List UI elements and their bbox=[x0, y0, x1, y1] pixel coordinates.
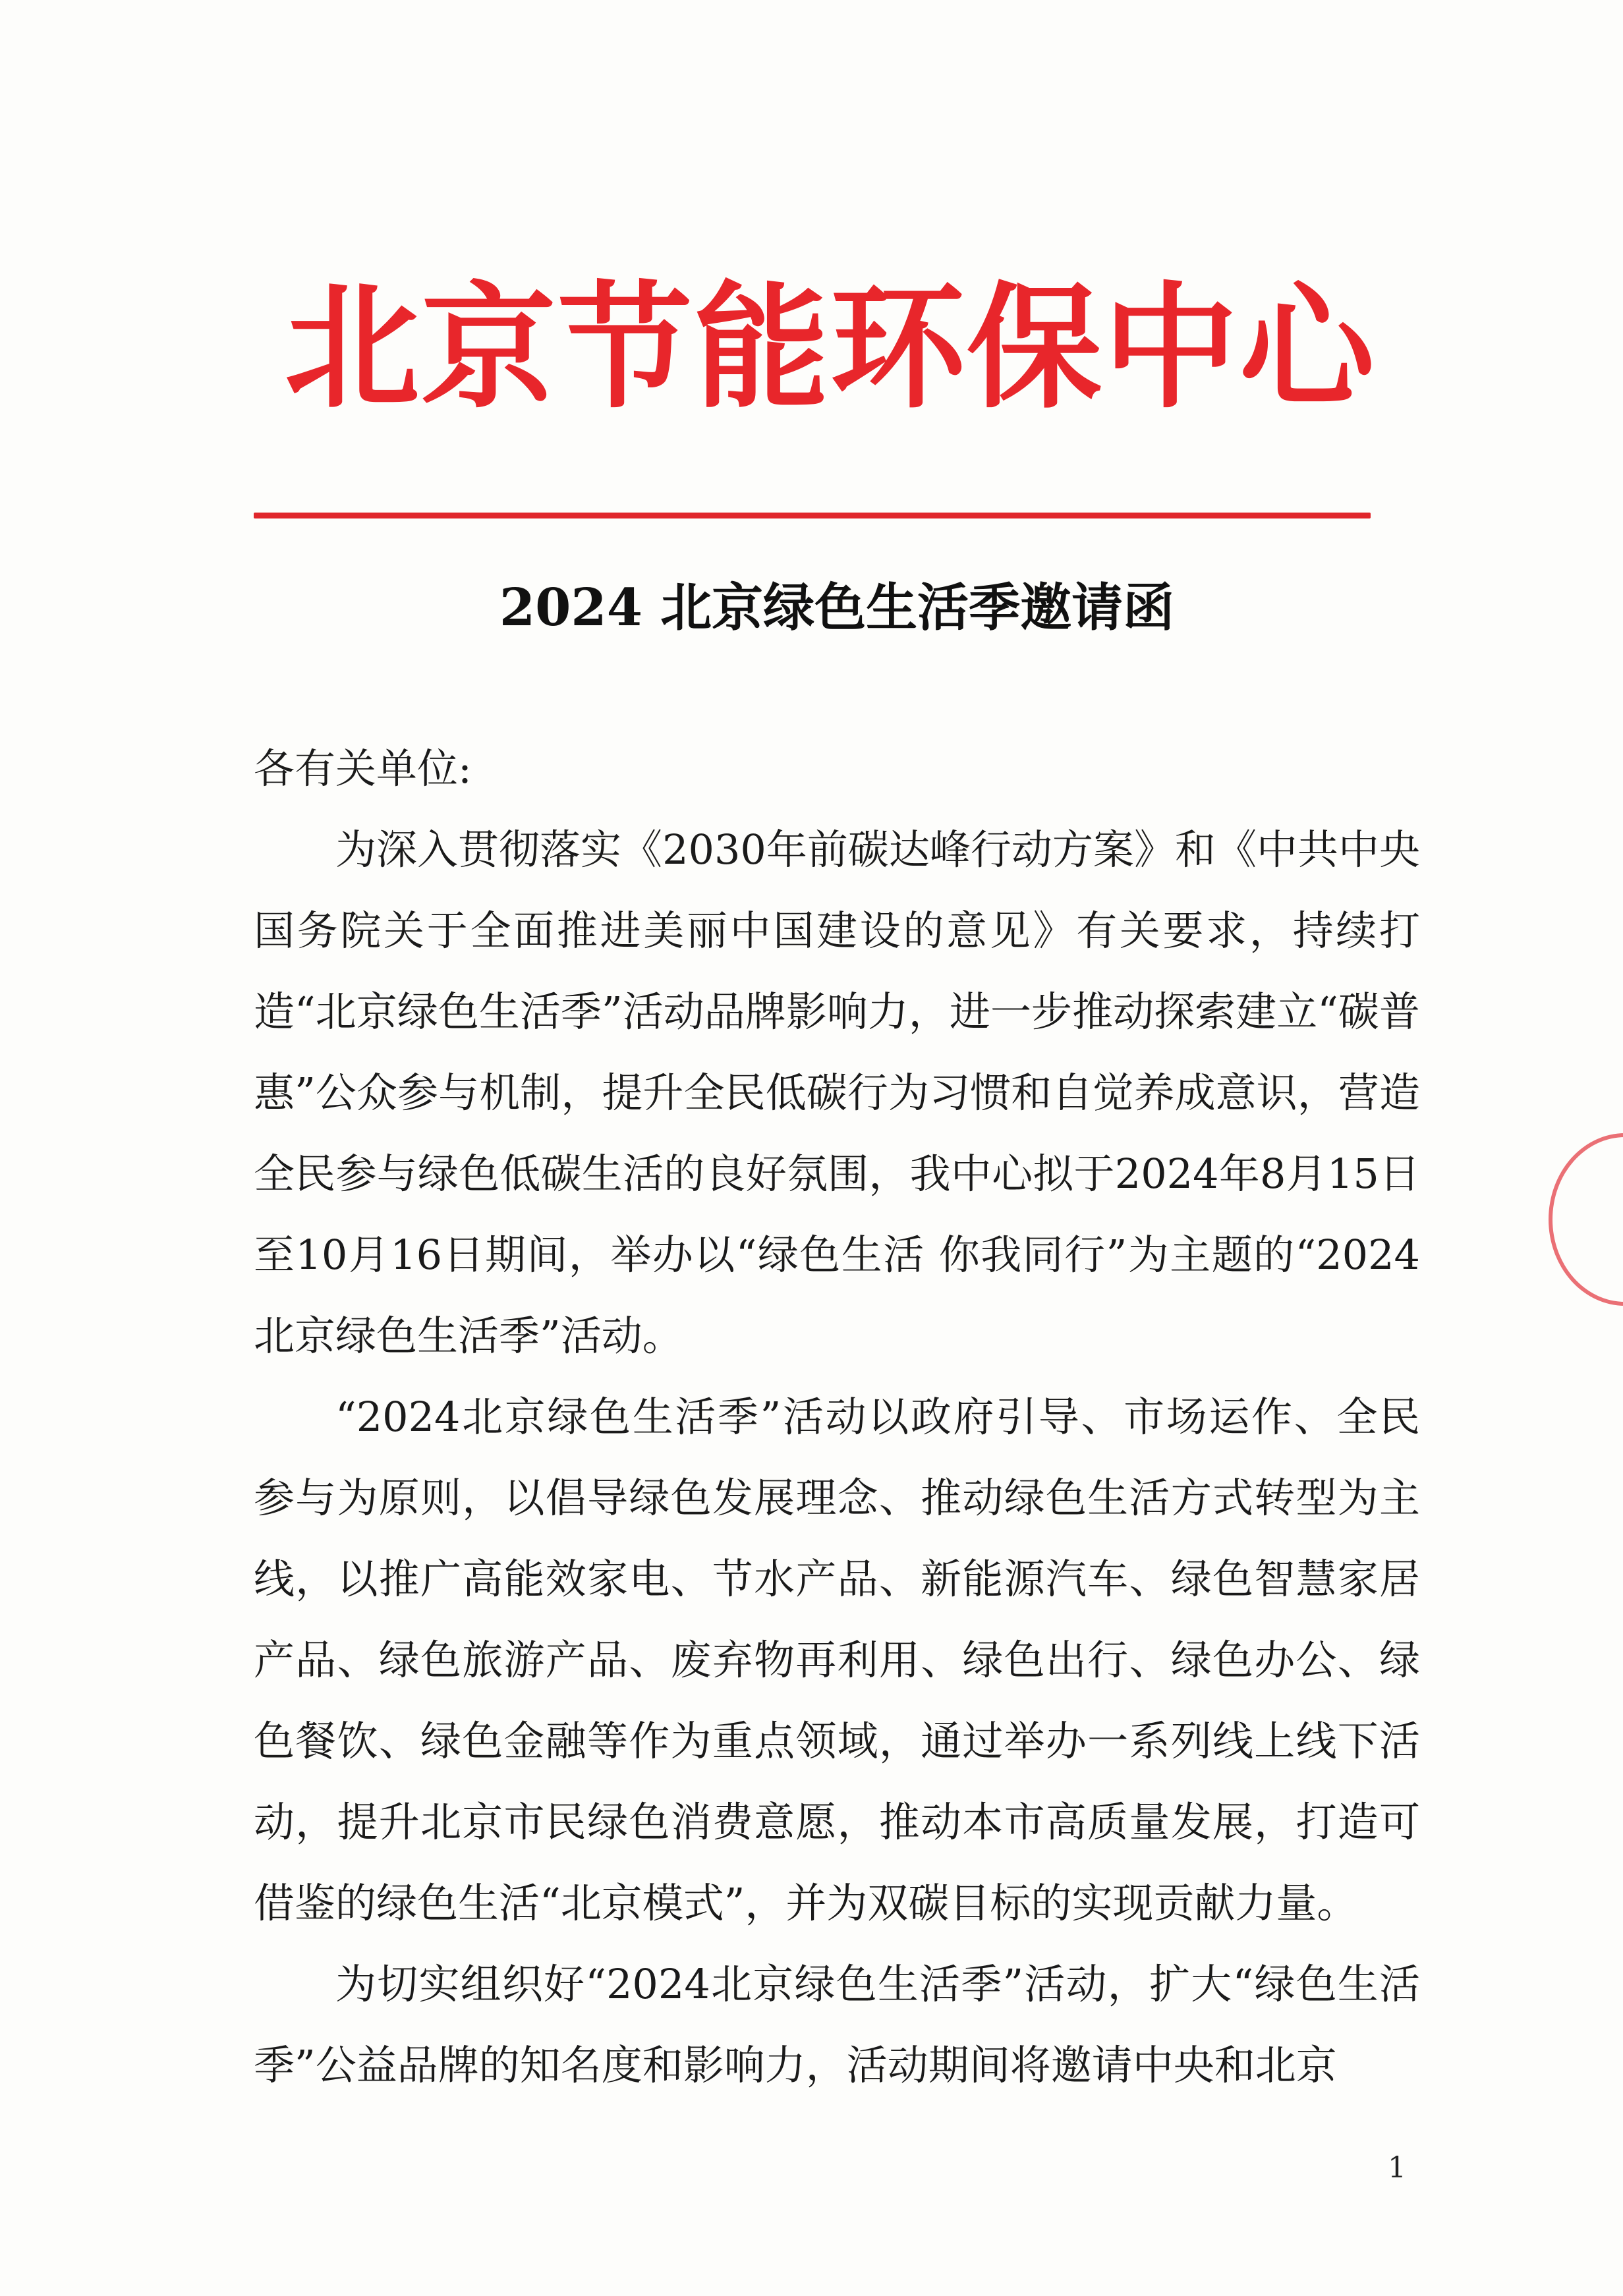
red-header-rule bbox=[254, 513, 1371, 518]
seal-stamp-edge bbox=[1549, 1133, 1623, 1306]
document-title: 2024 北京绿色生活季邀请函 bbox=[499, 578, 1175, 638]
masthead-org-name: 北京节能环保中心 bbox=[285, 269, 1376, 427]
page-number: 1 bbox=[1388, 2151, 1406, 2185]
paragraph-1: 为深入贯彻落实《2030年前碳达峰行动方案》和《中共中央国务院关于全面推进美丽中国建设的意见》有关要求，持续打造“北京绿色生活季”活动品牌影响力，进一步推动探索建立“碳普惠”公众参与机制，提升全民低碳行为习惯和自觉养成意识，营造全民参与绿色低碳生活的良好氛围，我中心拟于2024年8月15日至10月16日期间，举办以“绿色生活 你我同行”为主题的“2024北京绿色生活季”活动。 bbox=[254, 826, 1420, 1360]
paragraph-3: 为切实组织好“2024北京绿色生活季”活动，扩大“绿色生活季”公益品牌的知名度和影响力，活动期间将邀请中央和北京 bbox=[254, 1960, 1420, 2089]
salutation: 各有关单位: bbox=[254, 744, 472, 793]
paragraph-2: “2024北京绿色生活季”活动以政府引导、市场运作、全民参与为原则，以倡导绿色发展理念、推动绿色生活方式转型为主线，以推广高能效家电、节水产品、新能源汽车、绿色智慧家居产品、绿色旅游产品、废弃物再利用、绿色出行、绿色办公、绿色餐饮、绿色金融等作为重点领域，通过举办一系列线上线下活动，提升北京市民绿色消费意愿，推动本市高质量发展，打造可借鉴的绿色生活“北京模式”，并为双碳目标的实现贡献力量。 bbox=[254, 1393, 1420, 1927]
letter-body bbox=[254, 728, 1420, 2106]
